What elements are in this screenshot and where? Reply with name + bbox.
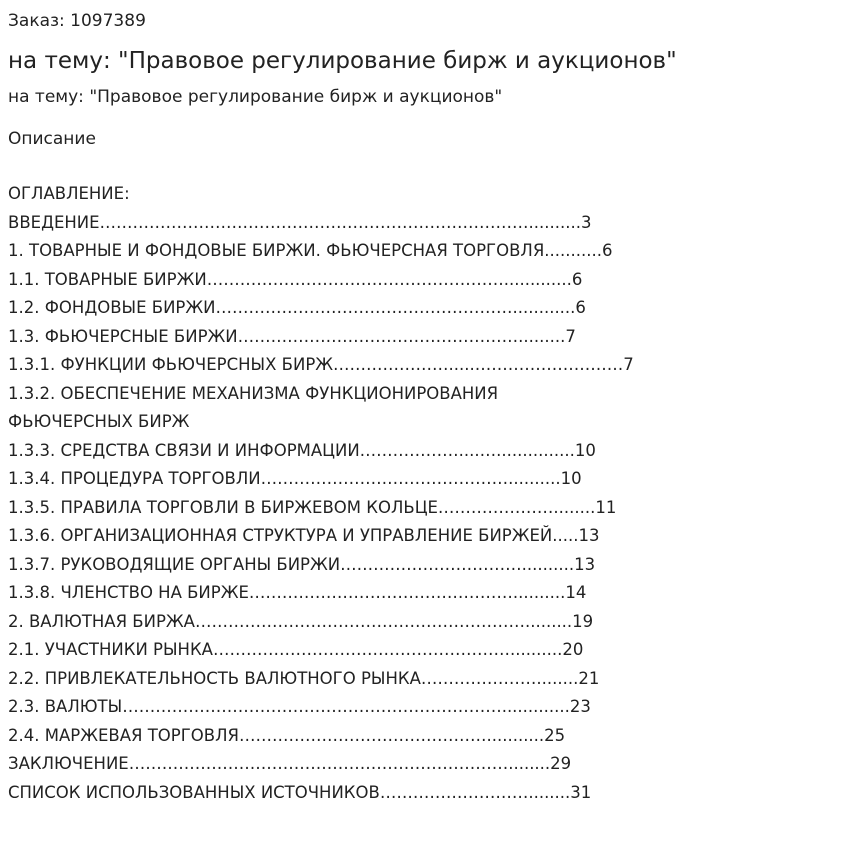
- toc-line: 2.2. ПРИВЛЕКАТЕЛЬНОСТЬ ВАЛЮТНОГО РЫНКА…………………........21: [8, 668, 600, 688]
- toc-line: 2.3. ВАЛЮТЫ…………………………………………………………….............23: [8, 697, 591, 716]
- toc-heading: ОГЛАВЛЕНИЕ:: [8, 184, 130, 203]
- toc-line: 1.3.2. ОБЕСПЕЧЕНИЕ МЕХАНИЗМА ФУНКЦИОНИРОВАНИЯ: [8, 383, 499, 403]
- toc-line: 1.3.3. СРЕДСТВА СВЯЗИ И ИНФОРМАЦИИ………………....…...............10: [8, 440, 596, 460]
- toc-line: 1.1. ТОВАРНЫЕ БИРЖИ……………………………………………….............6: [8, 269, 583, 289]
- page-title: на тему: "Правовое регулирование бирж и аукционов": [8, 48, 677, 74]
- toc-line: 1.3.1. ФУНКЦИИ ФЬЮЧЕРСНЫХ БИРЖ………………….....………………………7: [8, 355, 634, 374]
- toc-line: ВВЕДЕНИЕ……………………………………………………………………..........3: [8, 212, 592, 232]
- table-of-contents: [8, 180, 839, 807]
- toc-line: 1.3. ФЬЮЧЕРСНЫЕ БИРЖИ…………………………………………….........7: [8, 326, 576, 346]
- toc-line: 2.4. МАРЖЕВАЯ ТОРГОВЛЯ………………………………………...........25: [8, 725, 566, 745]
- toc-line: 1.2. ФОНДОВЫЕ БИРЖИ………………………………………………............6: [8, 298, 586, 317]
- toc-line: 2. ВАЛЮТНАЯ БИРЖА…………………………………………………….........19: [8, 611, 594, 631]
- toc-line: ФЬЮЧЕРСНЫХ БИРЖ: [8, 412, 190, 431]
- description-heading: Описание: [8, 129, 96, 149]
- toc-line: 1.3.4. ПРОЦЕДУРА ТОРГОВЛИ………………………………………..........10: [8, 469, 582, 488]
- toc-line: ЗАКЛЮЧЕНИЕ……………………………………………………………........29: [8, 754, 572, 773]
- page-subtitle: на тему: "Правовое регулирование бирж и аукционов": [8, 87, 503, 107]
- toc-line: СПИСОК ИСПОЛЬЗОВАННЫХ ИСТОЧНИКОВ………………………........31: [8, 782, 592, 802]
- toc-line: 1. ТОВАРНЫЕ И ФОНДОВЫЕ БИРЖИ. ФЬЮЧЕРСНАЯ ТОРГОВЛЯ...........6: [8, 241, 613, 260]
- toc-line: 1.3.7. РУКОВОДЯЩИЕ ОРГАНЫ БИРЖИ……………………………..........13: [8, 554, 596, 574]
- toc-line: 2.1. УЧАСТНИКИ РЫНКА………………………………………………..........20: [8, 640, 584, 659]
- toc-line: 1.3.6. ОРГАНИЗАЦИОННАЯ СТРУКТУРА И УПРАВЛЕНИЕ БИРЖЕЙ.....13: [8, 526, 600, 545]
- toc-line: 1.3.8. ЧЛЕНСТВО НА БИРЖЕ…………………………………………..........14: [8, 583, 587, 602]
- toc-line: 1.3.5. ПРАВИЛА ТОРГОВЛИ В БИРЖЕВОМ КОЛЬЦЕ…………………........11: [8, 497, 617, 517]
- order-number: Заказ: 1097389: [8, 11, 146, 31]
